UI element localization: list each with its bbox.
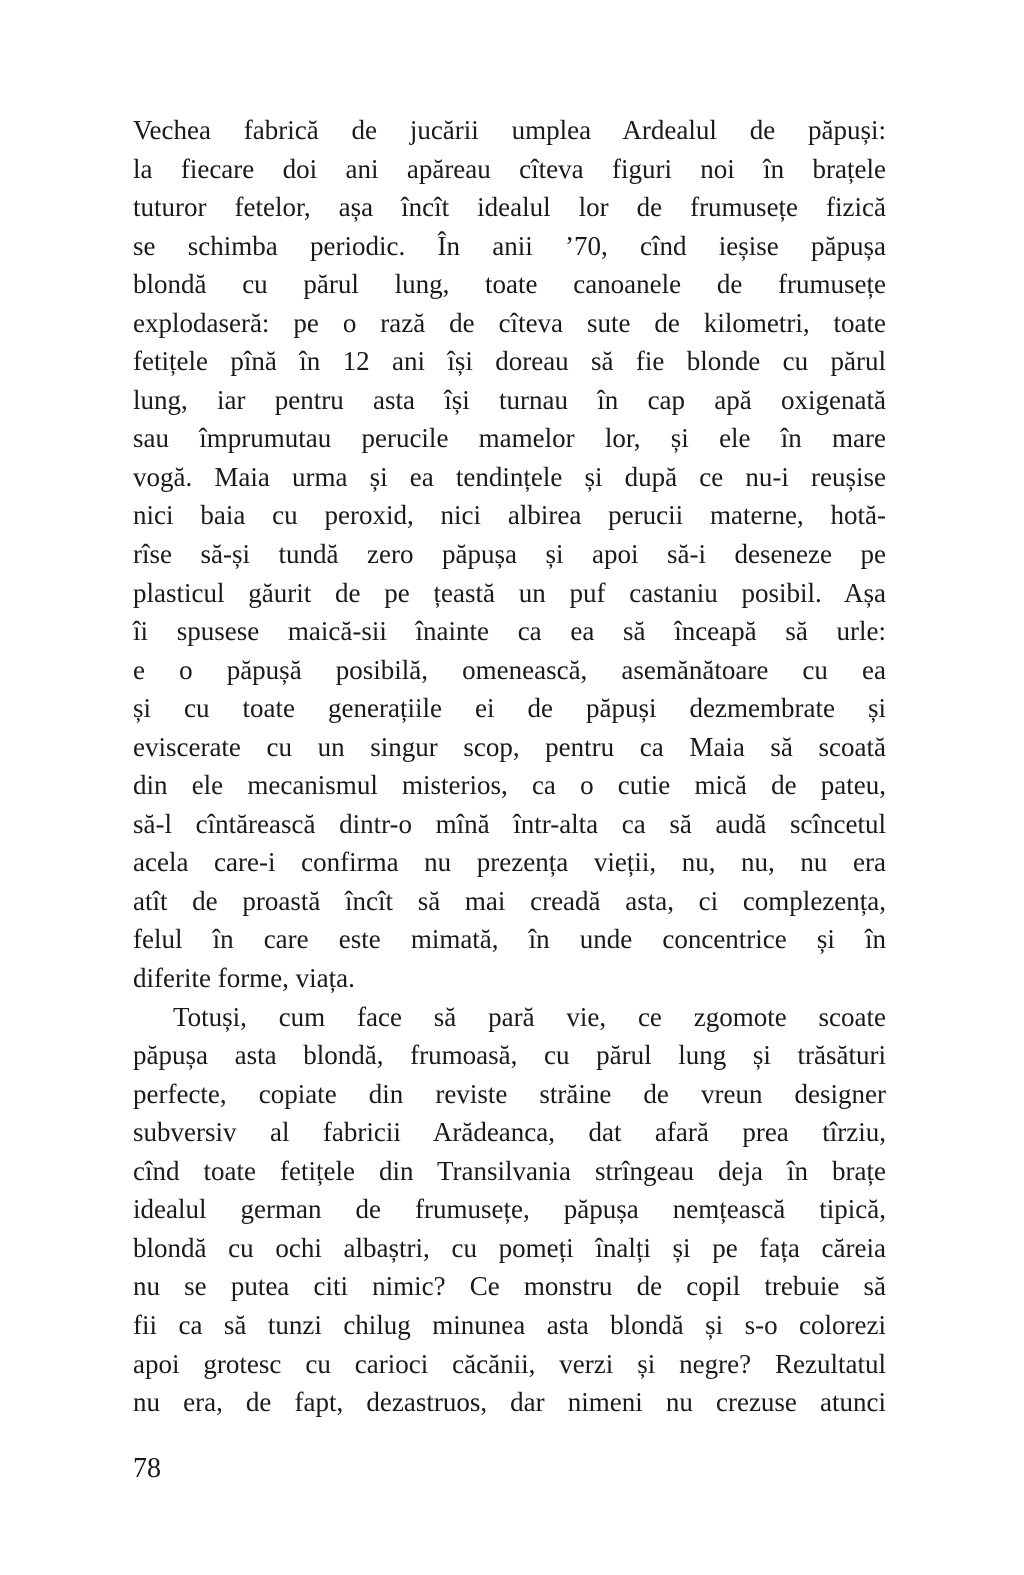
text-line: Vechea fabrică de jucării umplea Ardealul de păpuși:	[133, 115, 886, 145]
text-line: Totuși, cum face să pară vie, ce zgomote scoate	[173, 1001, 886, 1032]
text-line: lung, iar pentru asta își turnau în cap apă oxigenată	[133, 384, 886, 415]
text-line: e o păpușă posibilă, omenească, asemănătoare cu ea	[133, 654, 886, 685]
text-line: eviscerate cu un singur scop, pentru ca Maia să scoată	[133, 731, 886, 762]
text-line: tuturor fetelor, așa încît idealul lor de frumusețe fizică	[133, 192, 886, 223]
text-line: perfecte, copiate din reviste străine de vreun designer	[133, 1078, 886, 1109]
text-line: fii ca să tunzi chilug minunea asta blondă și s-o colorezi	[133, 1309, 886, 1340]
text-line: îi spusese maică-sii înainte ca ea să înceapă să urle:	[133, 616, 886, 647]
text-line: idealul german de frumusețe, păpușa nemțească tipică,	[133, 1194, 886, 1225]
text-line: subversiv al fabricii Arădeanca, dat afară prea tîrziu,	[133, 1117, 886, 1148]
text-line: rîse să-și tundă zero păpușa și apoi să-i deseneze pe	[133, 539, 886, 570]
text-line: atît de proastă încît să mai creadă asta, ci complezența,	[133, 885, 886, 916]
text-line: nici baia cu peroxid, nici albirea perucii materne, hotă-	[133, 500, 886, 531]
text-line: se schimba periodic. În anii ’70, cînd ieșise păpușa	[133, 230, 886, 261]
text-line: cînd toate fetițele din Transilvania strîngeau deja în brațe	[133, 1155, 886, 1186]
text-line: fetițele pînă în 12 ani își doreau să fie blonde cu părul	[133, 346, 886, 377]
paragraph	[133, 998, 886, 1422]
text-line: vogă. Maia urma și ea tendințele și după ce nu-i reușise	[133, 461, 886, 492]
page-number: 78	[133, 1453, 161, 1484]
text-line: să-l cîntărească dintr-o mînă într-alta ca să audă scîncetul	[133, 808, 886, 839]
text-line: la fiecare doi ani apăreau cîteva figuri noi în brațele	[133, 153, 886, 184]
text-line: sau împrumutau perucile mamelor lor, și ele în mare	[133, 423, 886, 454]
text-line: apoi grotesc cu carioci căcănii, verzi și negre? Rezultatul	[133, 1348, 886, 1379]
text-line: diferite forme, viața.	[133, 963, 355, 994]
text-line: nu era, de fapt, dezastruos, dar nimeni nu crezuse atunci	[133, 1387, 886, 1418]
text-line: nu se putea citi nimic? Ce monstru de copil trebuie să	[133, 1271, 886, 1302]
text-line: felul în care este mimată, în unde concentrice și în	[133, 924, 886, 955]
text-line: explodaseră: pe o rază de cîteva sute de kilometri, toate	[133, 307, 886, 338]
text-line: din ele mecanismul misterios, ca o cutie mică de pateu,	[133, 770, 886, 801]
paragraph	[133, 111, 886, 998]
body-text	[133, 111, 886, 1422]
text-line: și cu toate generațiile ei de păpuși dezmembrate și	[133, 693, 886, 724]
text-line: plasticul găurit de pe țeastă un puf castaniu posibil. Așa	[133, 577, 886, 608]
text-line: blondă cu ochi albaștri, cu pomeți înalți și pe fața căreia	[133, 1232, 886, 1263]
text-line: blondă cu părul lung, toate canoanele de frumusețe	[133, 269, 886, 300]
text-line: acela care-i confirma nu prezența vieții, nu, nu, nu era	[133, 847, 886, 878]
text-line: păpușa asta blondă, frumoasă, cu părul lung și trăsături	[133, 1040, 886, 1071]
